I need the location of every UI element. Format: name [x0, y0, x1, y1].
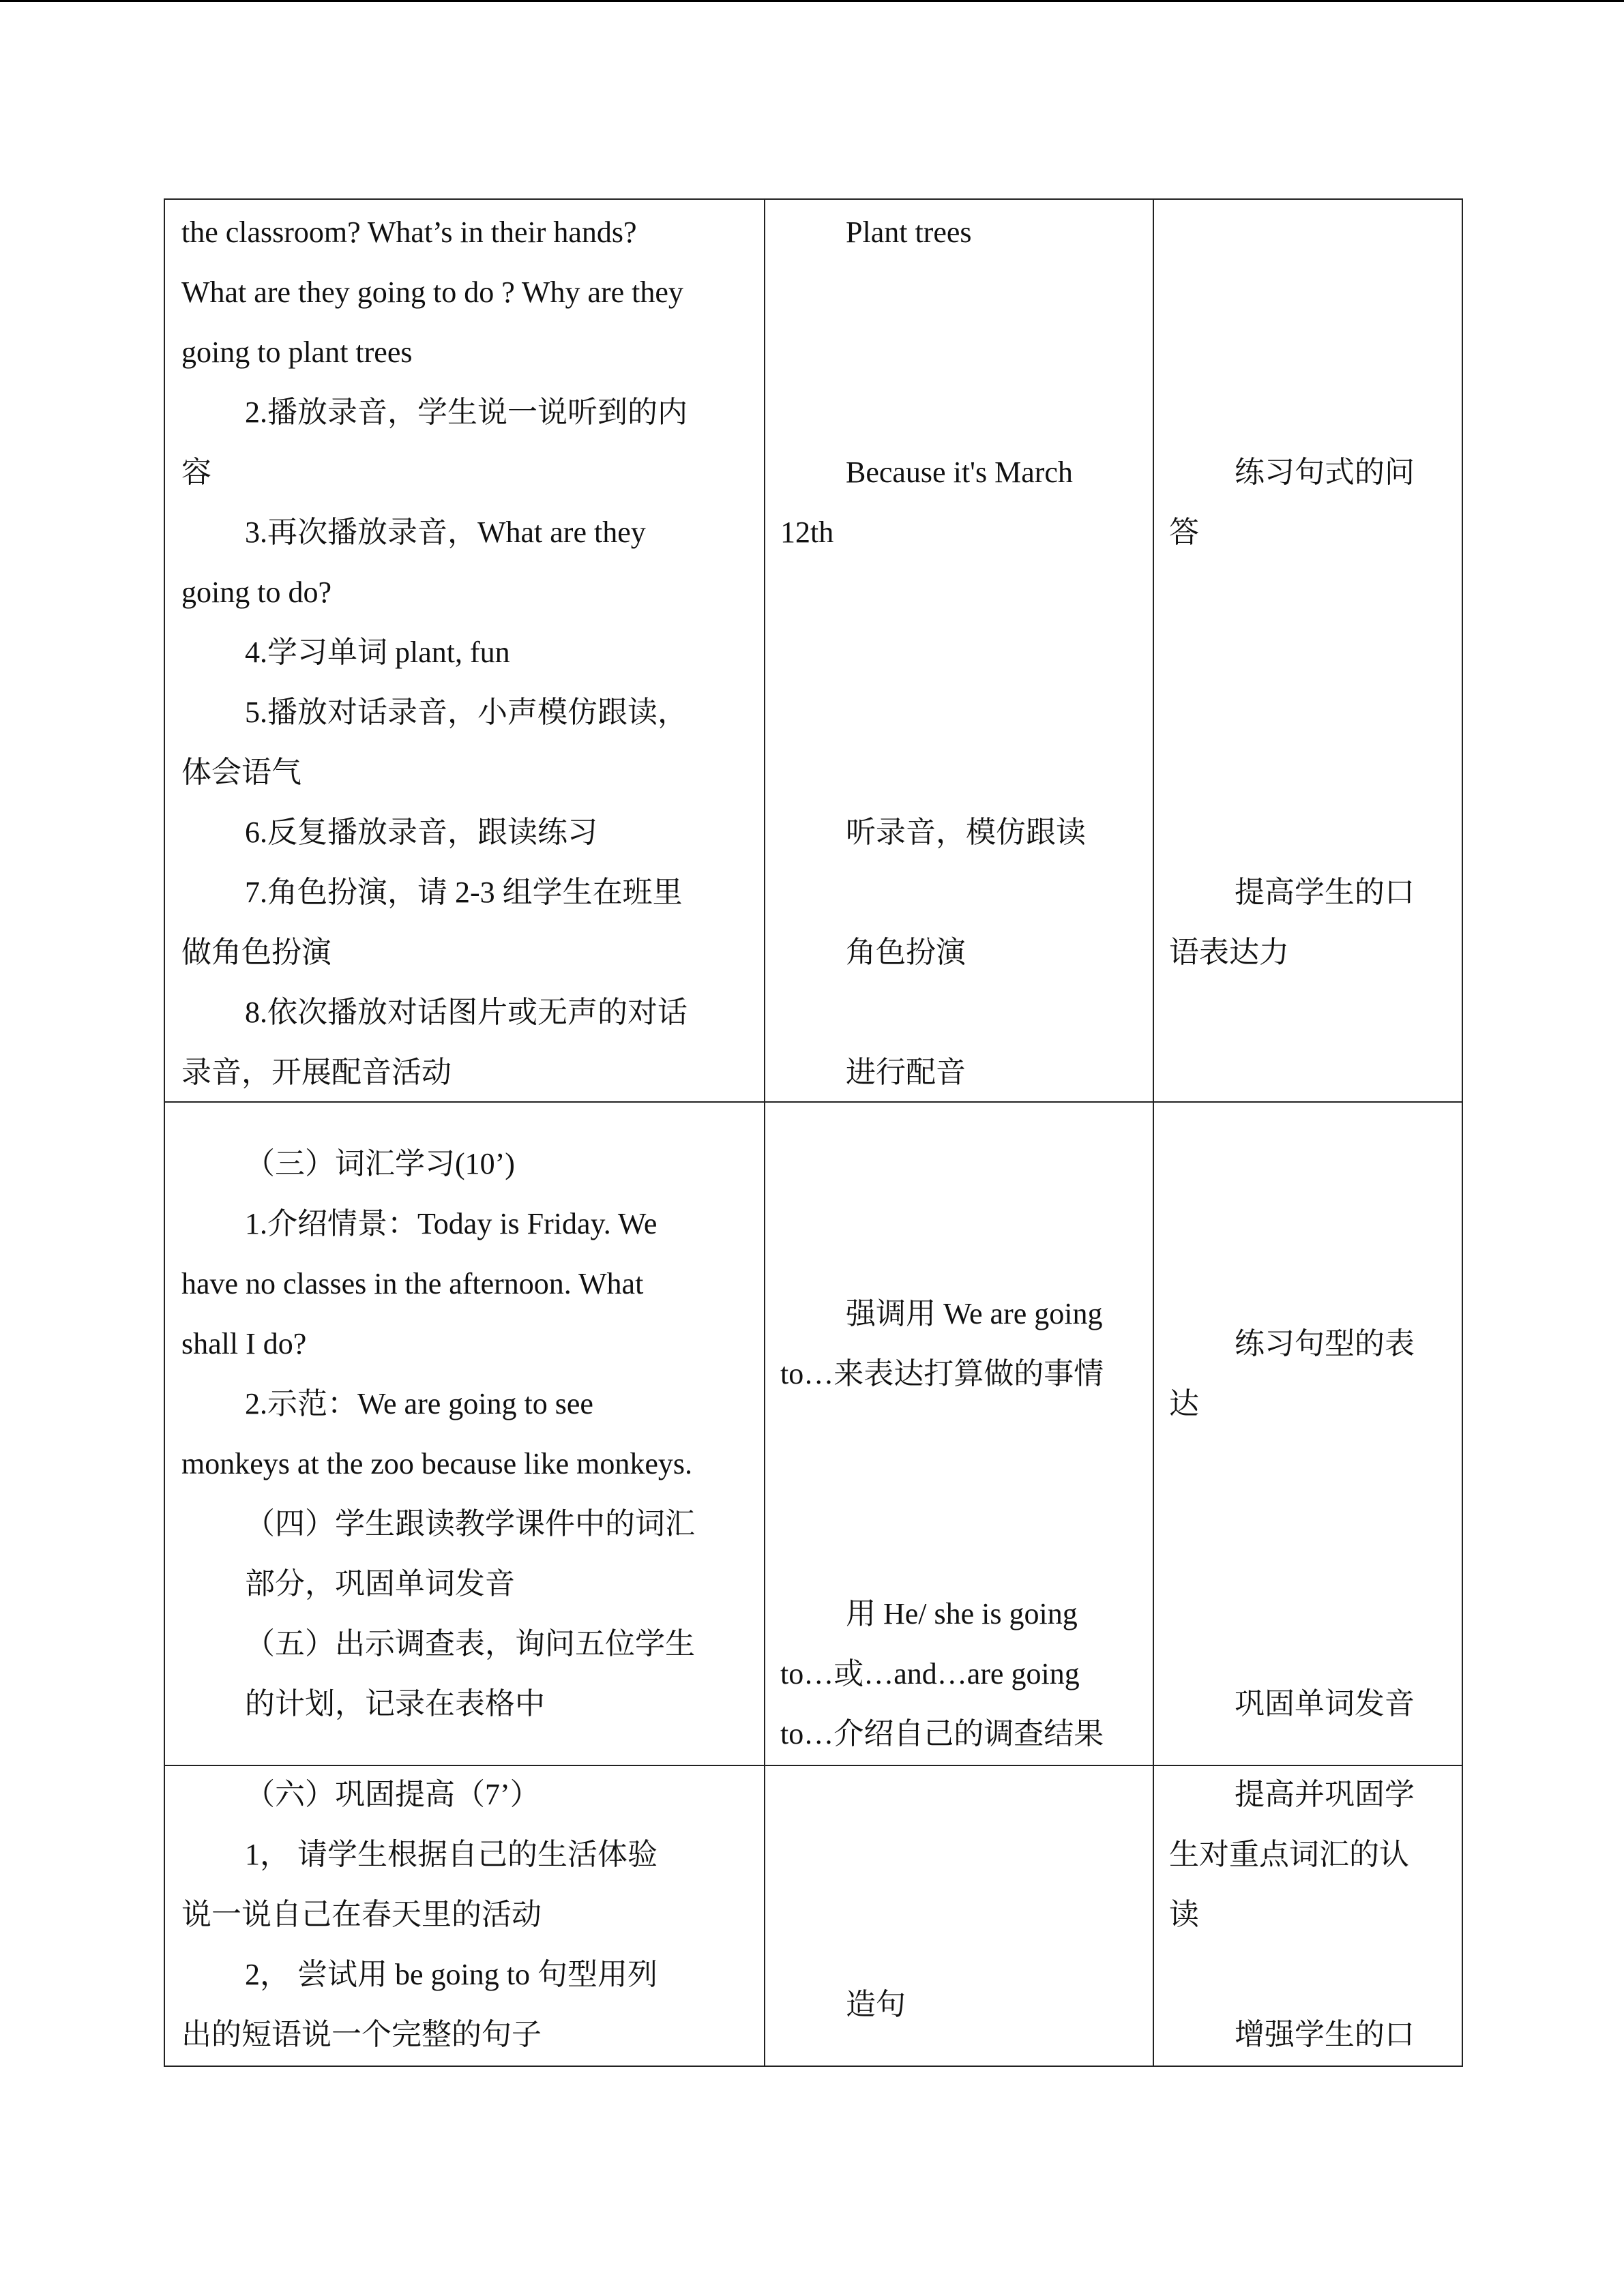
text-line: 录音，开展配音活动 — [181, 1056, 452, 1089]
text-line: 练习句式的问 — [1235, 456, 1415, 489]
text-line: going to plant trees — [181, 336, 413, 369]
text-line: 生对重点词汇的认 — [1169, 1838, 1409, 1871]
student-activity-cell — [765, 1102, 1153, 1765]
text-line: 容 — [181, 456, 211, 489]
text-line: 听录音，模仿跟读 — [846, 816, 1086, 849]
text-line: 说一说自己在春天里的活动 — [181, 1898, 542, 1931]
text-line: 6.反复播放录音，跟读练习 — [245, 816, 597, 849]
student-activity-cell — [765, 199, 1153, 1102]
text-line: 提高学生的口 — [1235, 876, 1415, 909]
text-line: （五）出示调查表，询问五位学生 — [245, 1627, 695, 1660]
table-row — [164, 199, 1462, 1102]
text-line: 2.播放录音，学生说一说听到的内 — [245, 396, 688, 429]
teacher-activity-cell — [164, 199, 765, 1102]
text-line: 角色扮演 — [846, 936, 966, 969]
text-line: 读 — [1169, 1898, 1199, 1931]
text-line: to…介绍自己的调查结果 — [780, 1717, 1104, 1750]
text-line: Because it's March — [846, 456, 1073, 489]
student-activity-cell — [765, 1765, 1153, 2066]
text-line: to…或…and…are going — [780, 1657, 1080, 1690]
text-line: （六）巩固提高（7’） — [245, 1778, 540, 1811]
text-line: 巩固单词发音 — [1235, 1687, 1415, 1720]
text-line: the classroom? What’s in their hands? — [181, 215, 637, 249]
lesson-plan-table — [164, 198, 1463, 2067]
text-line: monkeys at the zoo because like monkeys. — [181, 1447, 693, 1480]
text-line: 4.学习单词 plant, fun — [245, 636, 510, 669]
text-line: 1， 请学生根据自己的生活体验 — [245, 1838, 658, 1871]
text-line: 1.介绍情景：Today is Friday. We — [245, 1207, 658, 1240]
text-line: （四）学生跟读教学课件中的词汇 — [245, 1507, 695, 1540]
text-line: 8.依次播放对话图片或无声的对话 — [245, 996, 688, 1029]
text-line: 2， 尝试用 be going to 句型用列 — [245, 1958, 658, 1991]
text-line: 练习句型的表 — [1235, 1327, 1415, 1360]
teacher-activity-cell — [164, 1765, 765, 2066]
text-line: 3.再次播放录音，What are they — [245, 516, 646, 549]
text-line: 用 He/ she is going — [846, 1597, 1078, 1630]
text-line: 强调用 We are going — [846, 1297, 1103, 1330]
text-line: 的计划，记录在表格中 — [245, 1687, 545, 1720]
design-purpose-cell — [1153, 199, 1462, 1102]
text-line: 语表达力 — [1169, 936, 1289, 969]
design-purpose-cell — [1153, 1102, 1462, 1765]
text-line: 进行配音 — [846, 1056, 966, 1089]
text-line: 达 — [1169, 1387, 1199, 1420]
text-line: 造句 — [846, 1988, 906, 2021]
text-line: 体会语气 — [181, 756, 301, 789]
text-line: Plant trees — [846, 215, 972, 249]
text-line: 答 — [1169, 516, 1199, 549]
text-line: 出的短语说一个完整的句子 — [181, 2018, 542, 2051]
text-line: What are they going to do ? Why are they — [181, 275, 683, 309]
text-line: to…来表达打算做的事情 — [780, 1357, 1104, 1390]
text-line: have no classes in the afternoon. What — [181, 1267, 644, 1300]
table-row — [164, 1102, 1462, 1765]
text-line: going to do? — [181, 576, 331, 609]
text-line: 增强学生的口 — [1235, 2018, 1415, 2051]
text-line: shall I do? — [181, 1327, 307, 1360]
table-row — [164, 1765, 1462, 2066]
text-line: 2.示范：We are going to see — [245, 1387, 593, 1420]
design-purpose-cell — [1153, 1765, 1462, 2066]
text-line: （三）词汇学习(10’) — [245, 1147, 515, 1180]
teacher-activity-cell — [164, 1102, 765, 1765]
text-line: 5.播放对话录音，小声模仿跟读， — [245, 696, 688, 729]
text-line: 7.角色扮演，请 2-3 组学生在班里 — [245, 876, 683, 909]
text-line: 12th — [780, 516, 834, 549]
text-line: 部分，巩固单词发音 — [245, 1567, 515, 1600]
text-line: 提高并巩固学 — [1235, 1778, 1415, 1811]
text-line: 做角色扮演 — [181, 936, 331, 969]
